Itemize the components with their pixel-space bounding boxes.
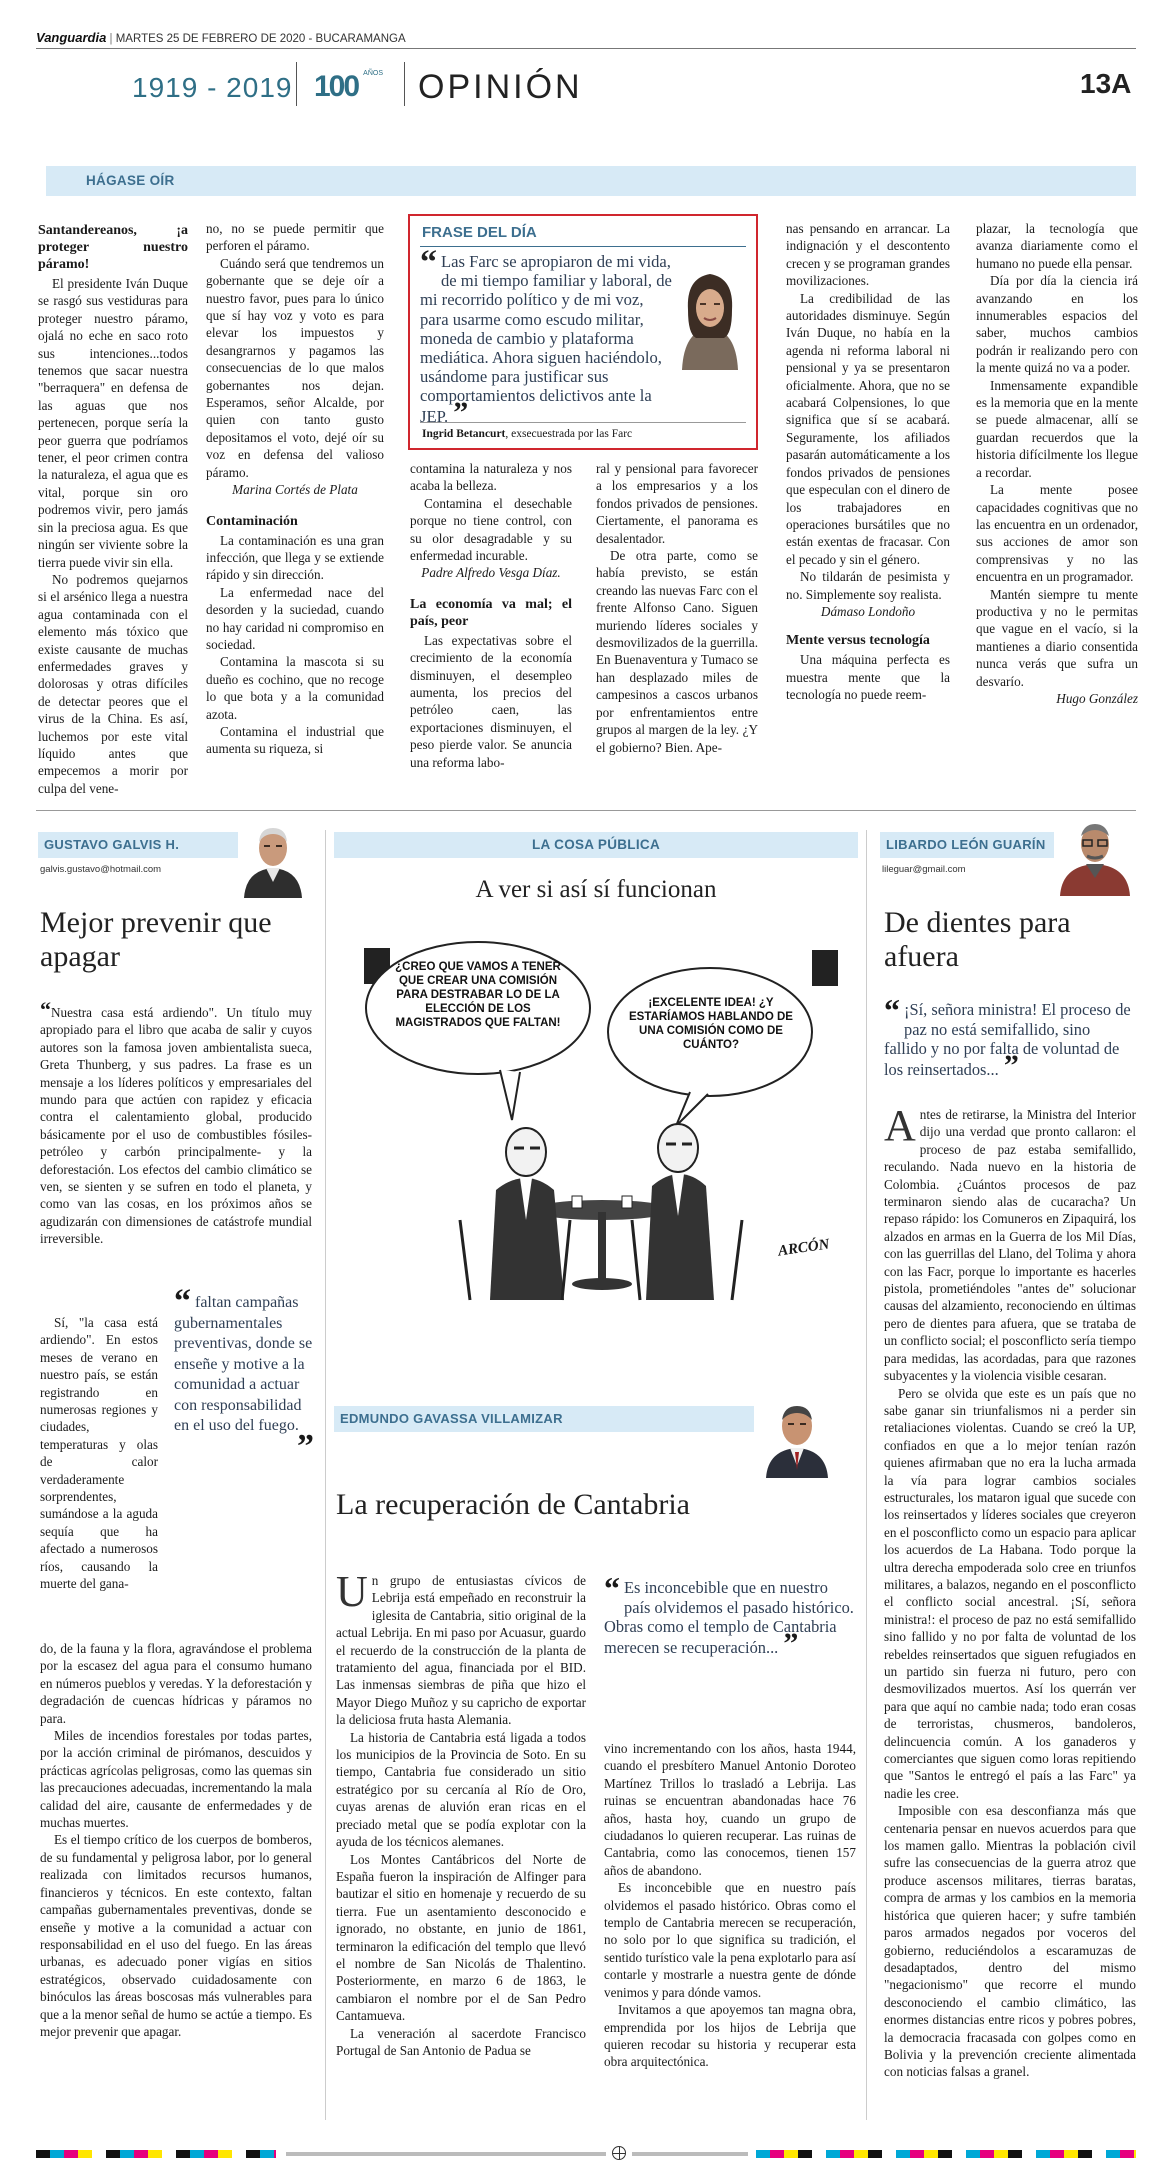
letter-title: Santandereanos, ¡a proteger nuestro páramo! (38, 223, 188, 272)
open-quote-icon: “ (174, 1283, 191, 1320)
letter-paragraph: ral y pensional para favorecer a los empresarios y a los fondos privados de pensiones. Ciertamente, el panorama es desalentador. (596, 461, 758, 546)
letter-paragraph: La credibilidad de las autoridades disminuye. Según Iván Duque, no había en la agenda ni reforma laboral ni pensional y ya se presentaron oficialmente. Ahora, que no se acabará Colpensiones, lo que significa que sí se acabará. Seguramente, los afiliados pasarán automáticamente a los fondos privados de pensiones que especulan con el dinero de los trabajadores en operaciones bursátiles que no están exentas de fracasar. Con el pecado y sin el género. (786, 290, 950, 567)
open-quote-icon: “ (420, 244, 437, 281)
galvis-narrow-text: Sí, "la casa está ardiendo". En estos meses de verano en nuestro país, se están registrando en numerosas regiones y ciudades, temperaturas y olas de calor verdaderamente sorprendentes, sumándose a la aguda sequía que ha afectado a numerosos ríos, causando la muerte del gana- (40, 1315, 158, 1592)
leon-pullquote (884, 992, 1134, 1082)
gavassa-first-paragraph: n grupo de entusiastas cívicos de Lebrija está empeñado en reconstruir la iglesita de Cantabria, sitio original de la actual Lebrija. En mi paso por Acuasur, guardo el recuerdo de la construcción de la planta de tratamiento del agua, financiada por el BID. Las inmensas siembras de piña que hizo el Mayor Diego Muñoz y su capricho de exportar la deliciosa fruta hasta Alemania. (336, 1573, 586, 1728)
gavassa-paragraph: La veneración al sacerdote Francisco Portugal de San Antonio de Padua se (336, 2025, 586, 2058)
paper-name: Vanguardia (36, 30, 107, 45)
masthead-dateline-row: Vanguardia | MARTES 25 DE FEBRERO DE 2020 - BUCARAMANGA (36, 30, 406, 45)
portrait-photo-icon (238, 818, 308, 898)
anniversary-number: 100 (314, 70, 359, 103)
cosa-publica-bar (334, 832, 858, 858)
leon-dropcap: A (884, 1101, 916, 1150)
gray-bar-right (632, 2152, 748, 2156)
letter-paragraph: Día por día la ciencia irá avanzando en los innumerables espacios del saber, muchos cambios podrán ir realizando pero con la mente quizá no va a poder. (976, 273, 1138, 376)
frase-author: Ingrid Betancurt (422, 428, 506, 440)
open-quote-icon: “ (884, 992, 900, 1028)
leon-body (884, 1101, 1136, 2081)
leon-email: lileguar@gmail.com (882, 864, 966, 875)
galvis-author-name: GUSTAVO GALVIS H. (44, 837, 180, 852)
leon-first-paragraph: ntes de retirarse, la Ministra del Interior dijo una verdad que pronto callaron: el proceso de paz estaba semifallido, reculando. Nada nuevo en la historia de Colombia. ¿Cuántos procesos de paz terminaron siendo alas de cucaracha? Un repaso rápido: los Comuneros en Zipaquirá, los alzados en armas en la Guerra de los Mil Días, con las guerrillas del Llano, del Tolima y ahora con las Facr, porque lo importante es hacerles pistola, prometiéndoles "antes de" solucionar causas del alzamiento, reconociendo en últimas pero de dientes para afuera, que se trataba de un conflicto social; el posconflicto sería tiempo para medidas, las acordadas, para que razones subyacentes y la violencia visible cesaran. (884, 1107, 1136, 1384)
letter-signature: Padre Alfredo Vesga Díaz. (421, 565, 561, 581)
letter-paragraph: Mantén siempre tu mente productiva y no le permitas que vague en el vacío, si la mantienes a diario consentida nunca verás que sufra un desvarío. (976, 586, 1138, 689)
registration-mark-icon (612, 2146, 626, 2160)
gavassa-pullquote-text: Es inconcebible que en nuestro país olvidemos el pasado histórico. Obras como el templo de Cantabria merecen se recuperación... (604, 1578, 854, 1657)
gavassa-dropcap: U (336, 1567, 368, 1616)
letter-paragraph: Contamina la mascota si su dueño es cochino, que no recoge lo que bota y a la comunidad azota. (206, 654, 384, 722)
gavassa-right-column (604, 1740, 856, 2071)
section-title: OPINIÓN (418, 68, 583, 106)
frase-label-rule (420, 246, 746, 247)
column-rule-left (325, 830, 326, 2120)
galvis-intro-text: Nuestra casa está ardiendo". Un título muy apropiado para el libro que acaba de salir y cuyos autores son la famosa joven ambientalista sueca, Greta Thunberg, y sus padres. La frase es un mensaje a los líderes políticos y empresariales del mundo para que actúen con rapidez y eficacia contra el calentamiento global, producido básicamente por el uso de combustibles fósiles- petróleo y carbón principalmente- y la deforestación. Los efectos del cambio climático se ven, se sienten y se sufren en todo el planeta, y como van las cosas, en los próximos años se agudizarán con dimensiones de catástrofe mundial irreversible. (40, 1005, 312, 1247)
leon-pullquote-text: ¡Sí, señora ministra! El proceso de paz no está semifallido, sino fallido y no por falta de voluntad de los reinsertados... (884, 1000, 1131, 1079)
galvis-email: galvis.gustavo@hotmail.com (40, 864, 162, 875)
masthead-rule (36, 48, 1136, 49)
gavassa-pullquote (604, 1570, 856, 1660)
open-quote-icon: “ (40, 997, 51, 1022)
letter-paragraph: Inmensamente expandible es la memoria que en la mente se puede almacenar, allí se guardan recuerdos que la historia difícilmente los llegue a recordar. (976, 377, 1138, 480)
close-quote-icon: ” (453, 395, 469, 429)
leon-author-name: LIBARDO LEÓN GUARÍN (886, 837, 1046, 852)
letter-paragraph: Las expectativas sobre el crecimiento de la economía disminuyen, el desempleo aumenta, los precios del petróleo caen, las exportaciones disminuyen, el peso pierde valor. Se anuncia una reforma labo- (410, 632, 572, 770)
dateline: MARTES 25 DE FEBRERO DE 2020 - BUCARAMANGA (115, 33, 406, 45)
anniversary-logo (314, 70, 414, 103)
cartoon-bubble-1: ¿CREO QUE VAMOS A TENER QUE CREAR UNA COMISIÓN PARA DESTRABAR LO DE LA ELECCIÓN DE LOS MAGISTRADOS QUE FALTAN! (395, 961, 561, 1029)
frase-author-role: , exsecuestrada por las Farc (505, 428, 633, 440)
galvis-photo (238, 818, 308, 898)
portrait-photo-icon (672, 260, 748, 370)
letter-paragraph: Cuándo será que tendremos un gobernante que se deje oír a nuestro favor, pues para lo único que sí hay voz y voto es para elevar los impuestos y desangrarnos y pagamos las consecuencias de lo que malos gobernantes nos dejan. Esperamos, señor Alcalde, por quien con tanto gusto depositamos el voto, dejé oír su voz en defensa del valioso páramo. (206, 255, 384, 480)
galvis-pullquote-text: faltan campañas gubernamentales preventivas, donde se enseñe y motive a la comunidad a actuar con responsabilidad en el uso del fuego. (174, 1294, 313, 1434)
frase-label: FRASE DEL DÍA (422, 224, 537, 241)
leon-author-bar (880, 832, 1056, 858)
leon-photo (1054, 816, 1136, 896)
page-number: 13A (1080, 68, 1132, 99)
letter-paragraph: La enfermedad nace del desorden y la suciedad, cuando no hay caridad ni compromiso en sociedad. (206, 584, 384, 652)
letter-title: Mente versus tecnología (786, 633, 930, 649)
galvis-headline: Mejor prevenir que apagar (40, 906, 272, 973)
portrait-photo-icon (760, 1396, 834, 1478)
frase-author-rule (420, 422, 746, 423)
gavassa-paragraph: vino incrementando con los años, hasta 1944, cuando el presbítero Manuel Antonio Doroteo Martínez Trillos lo trasladó a Lebrija. Las ruinas se encuentran abandonadas hace 76 años, hasta hoy, cuando un grupo de ciudadanos lo quieren recuperar. Las ruinas de Cantabria, como las conocemos, tienen 157 años de abandono. (604, 1741, 856, 1878)
gray-bar-left (286, 2152, 606, 2156)
gavassa-author-name: EDMUNDO GAVASSA VILLAMIZAR (340, 1411, 563, 1426)
editorial-cartoon (350, 920, 850, 1320)
letter-paragraph: Contamina el industrial que aumenta su riqueza, si (206, 723, 384, 757)
letter-title: La economía va mal; el país, peor (410, 596, 572, 629)
gavassa-paragraph: La historia de Cantabria está ligada a todos los municipios de la Provincia de Soto. En su tiempo, Cantabria fue considerado un sitio estratégico por su cercanía al Río de Oro, cuyas arenas de aluvión eran ricas en el preciado metal que se podía explotar con la ayuda de los técnicos alemanes. (336, 1729, 586, 1850)
letter-column-4 (596, 460, 758, 756)
galvis-intro (40, 997, 312, 1248)
close-quote-icon: ” (297, 1427, 314, 1465)
galvis-narrow (40, 1314, 158, 1593)
letter-column-1 (38, 220, 188, 797)
frase-author-line (422, 426, 632, 440)
cosa-publica-label: LA COSA PÚBLICA (532, 837, 660, 852)
close-quote-icon: ” (1003, 1048, 1019, 1082)
letter-paragraph: El presidente Iván Duque se rasgó sus vestiduras para proteger nuestro páramo, ojalá no eche en saco roto sus intenciones...todos tenemos que sacar nuestra "berraquera" en defensa de las aguas que nos pertenecen, porque sería la peor guerra que podríamos tener, el peor crimen contra la naturaleza, el agua que es vital, porque sin oro podremos vivir, pero jamás sin la preciosa agua. Es que ningún ser viviente sobre la tierra puede vivir sin ella. (38, 276, 188, 570)
masthead (36, 30, 1136, 110)
frase-quote: Las Farc se apropiaron de mi vida, de mi tiempo familiar y laboral, de mi recorrido político y de mi voz, para usarme como escudo militar, moneda de cambio y plataforma mediática. Ahora siguen haciéndolo, usándome para justificar sus comportamientos delictivos ante la JEP. (420, 252, 672, 426)
anniversary-sub: AÑOS (363, 70, 383, 77)
color-bar-left (36, 2150, 276, 2158)
frase-del-dia-box (408, 214, 758, 450)
letter-column-2 (206, 220, 384, 758)
galvis-body (40, 1640, 312, 2040)
letter-paragraph: La contaminación es una gran infección, que llega y se extiende rápido y sin dirección. (206, 532, 384, 583)
galvis-paragraph: do, de la fauna y la flora, agravándose el problema por la escasez del agua para el consumo humano en números pueblos y veredas. Y la deforestación y degradación de cuencas hídricas y páramos no para. (40, 1641, 312, 1726)
cartoon-signature: ARCÓN (777, 1236, 831, 1260)
leon-paragraph: Imposible con esa desconfianza más que centenaria pensar en nuevos acuerdos para que los mamen gallo. Mientras la población civil sufre las consecuencias de la guerra atroz que produce ascensos militares, tierras baratas, compra de armas y los cambios en la memoria histórica que quieren hacer; y sufre también paros armados negados por voceros del gobierno, reduciéndolos a escaramuzas de desadaptados, dentro del mismo "negacionismo" que recorre el mundo desconociendo el cambio climático, las enormes distancias entre ricos y pobres pobres, la democracia fracasada con golpes como en Bolivia y la prevención creciente alimentada con noticias falsas a granel. (884, 1803, 1136, 2080)
frase-quote-block (420, 244, 676, 429)
galvis-author-bar (38, 832, 238, 858)
letter-signature: Dámaso Londoño (820, 603, 916, 619)
column-rule-right (866, 830, 867, 2120)
cartoon-title: A ver si así sí funcionan (475, 876, 717, 903)
galvis-paragraph: Es el tiempo crítico de los cuerpos de bomberos, de su fundamental y peligrosa labor, por lo general realizada con limitados recursos humanos, financieros y técnicos. En este contexto, faltan campañas gubernamentales preventivas, donde se enseñe y motive a la comunidad a actuar con responsabilidad en el uso del fuego. En las áreas urbanas, es adecuado poner vigías en sitios estratégicos, observado cuidadosamente con binóculos las áreas boscosas más vulnerables para que a la menor señal de humo se actúe a tiempo. Es mejor prevenir que apagar. (40, 1832, 312, 2039)
section-separator (36, 810, 1136, 811)
anniversary-years: 1919 - 2019 (132, 72, 293, 103)
letter-column-5 (786, 220, 950, 704)
portrait-photo-icon (1054, 816, 1136, 896)
gavassa-headline: La recuperación de Cantabria (336, 1488, 690, 1521)
color-bar-right (756, 2150, 1136, 2158)
letter-paragraph: no, no se puede permitir que perforen el páramo. (206, 221, 384, 254)
frase-author-photo (672, 260, 748, 370)
letter-signature: Hugo González (1056, 690, 1138, 706)
gavassa-left-column (336, 1567, 586, 2059)
gavassa-author-bar (334, 1406, 754, 1432)
letter-paragraph: contamina la naturaleza y nos acaba la belleza. (410, 461, 572, 494)
letter-paragraph: nas pensando en arrancar. La indignación y el descontento crecen y se programan grandes movilizaciones. (786, 221, 950, 289)
letter-paragraph: La mente posee capacidades cognitivas que no las encuentra en un ordenador, sus acciones de amor son comprensivas y no las encuentra en un programador. (976, 482, 1138, 585)
letter-paragraph: Una máquina perfecta es muestra mente que la tecnología no puede reem- (786, 652, 950, 703)
cartoon-bubble-2: ¡EXCELENTE IDEA! ¿Y ESTARÍAMOS HABLANDO DE UNA COMISIÓN COMO DE CUÁNTO? (629, 997, 793, 1051)
letter-paragraph: No podremos quejarnos si el arsénico llega a nuestra agua contaminada con el elemento más tóxico que existe causante de muchas enfermedades graves y dolorosas y otras difíciles de detectar peores que el virus de la China. Es así, luchemos por este vital líquido antes que empecemos a morir por culpa del vene- (38, 571, 188, 796)
galvis-paragraph: Miles de incendios forestales por todas partes, por la acción criminal de pirómanos, descuidos y prácticas agrícolas peligrosas, como las quemas sin las precauciones adecuadas, incrementando la mala calidad del aire, causante de enfermedades y de muchas muertes. (40, 1728, 312, 1831)
gavassa-paragraph: Invitamos a que apoyemos tan magna obra, emprendida por los hijos de Lebrija que quieren recodar su historia y recuperar esta obra arquitectónica. (604, 2002, 856, 2070)
divider-2 (404, 62, 405, 106)
gavassa-photo (760, 1396, 834, 1478)
divider-1 (296, 62, 297, 106)
close-quote-icon: ” (783, 1626, 799, 1660)
letter-paragraph: Contamina el desechable porque no tiene control, con su olor desagradable y su enfermedad incurable. (410, 495, 572, 564)
open-quote-icon: “ (604, 1570, 620, 1606)
letter-column-3 (410, 460, 572, 771)
letter-paragraph: plazar, la tecnología que avanza diariamente como el humano no puede ella pensar. (976, 221, 1138, 271)
leon-headline: De dientes para afuera (884, 906, 1071, 973)
letter-paragraph: De otra parte, como se había previsto, se están creando las nuevas Farc con el frente Alfonso Cano. Siguen muriendo líderes sociales y desmovilizados de la guerrilla. En Buenaventura y Tumaco se han desplazado miles de campesinos a cascos urbanos por enfrentamientos entre grupos al margen de la ley. ¿Y el gobierno? Bien. Ape- (596, 548, 758, 755)
gavassa-paragraph: Es inconcebible que en nuestro país olvidemos el pasado histórico. Obras como el templo de Cantabria merecen se recuperación, no solo por lo que significa su tradición, el sentido turístico vale la pena explotarlo para así contarle y mostrarle a nuestra gente de dónde venimos y para dónde vamos. (604, 1880, 856, 2000)
gavassa-paragraph: Los Montes Cantábricos del Norte de España fueron la inspiración de Alfinger para bautizar el sitio en homenaje y recuerdo de su tierra. Fue un asentamiento desconocido e ignorado, no obstante, en junio de 1861, terminaron la edificación del templo que llevó el nombre de San Nicolás de Thalentino. Posteriormente, en marzo 6 de 1863, le cambiaron el nombre por el de San Pedro Cantamueva. (336, 1851, 586, 2024)
galvis-pullquote (174, 1283, 314, 1465)
letters-section-label: HÁGASE OÍR (86, 173, 175, 188)
letter-signature: Marina Cortés de Plata (232, 482, 358, 498)
letters-section-bar (46, 166, 1136, 196)
print-color-strip (36, 2148, 1136, 2160)
leon-paragraph: Pero se olvida que este es un país que no sabe ganar sin triunfalismos ni a perder sin retaliaciones violentas. Cuando se creó la UP, confiados en que a lo mejor tenían razón quienes afirmaban que no era la lucha armada la vía para lograr cambios sociales estructurales, los mataron igual que sucede con los reinsertados y líderes sociales que creyeron en el posconflicto como un espacio para aplicar los acuerdos de La Habana. Todo porque la ultra derecha empoderada solo cree en triunfos militares, a balazos, negando en el posconflicto el conflicto social ancestral. ¡Sí, señora ministra!: el proceso de paz no está semifallido sino fallido y no por falta de voluntad de los rebeldes reinsertados que siguen refugiados en un partido sin fuerza ni futuro, pero con desmovilizados muertos. Así los querrán ver para que aquí no cambie nada; todo eran cosas de terroristas, chusmeros, bandoleros, delincuencia común. A los ganaderos y comerciantes que siguen como loras repitiendo que "Santos le entregó el país a las Farc" ya nadie les cree. (884, 1385, 1136, 1801)
letter-paragraph: No tildarán de pesimista y no. Simplemente soy realista. (786, 569, 950, 602)
letter-column-6 (976, 220, 1138, 707)
letter-title: Contaminación (206, 513, 298, 529)
